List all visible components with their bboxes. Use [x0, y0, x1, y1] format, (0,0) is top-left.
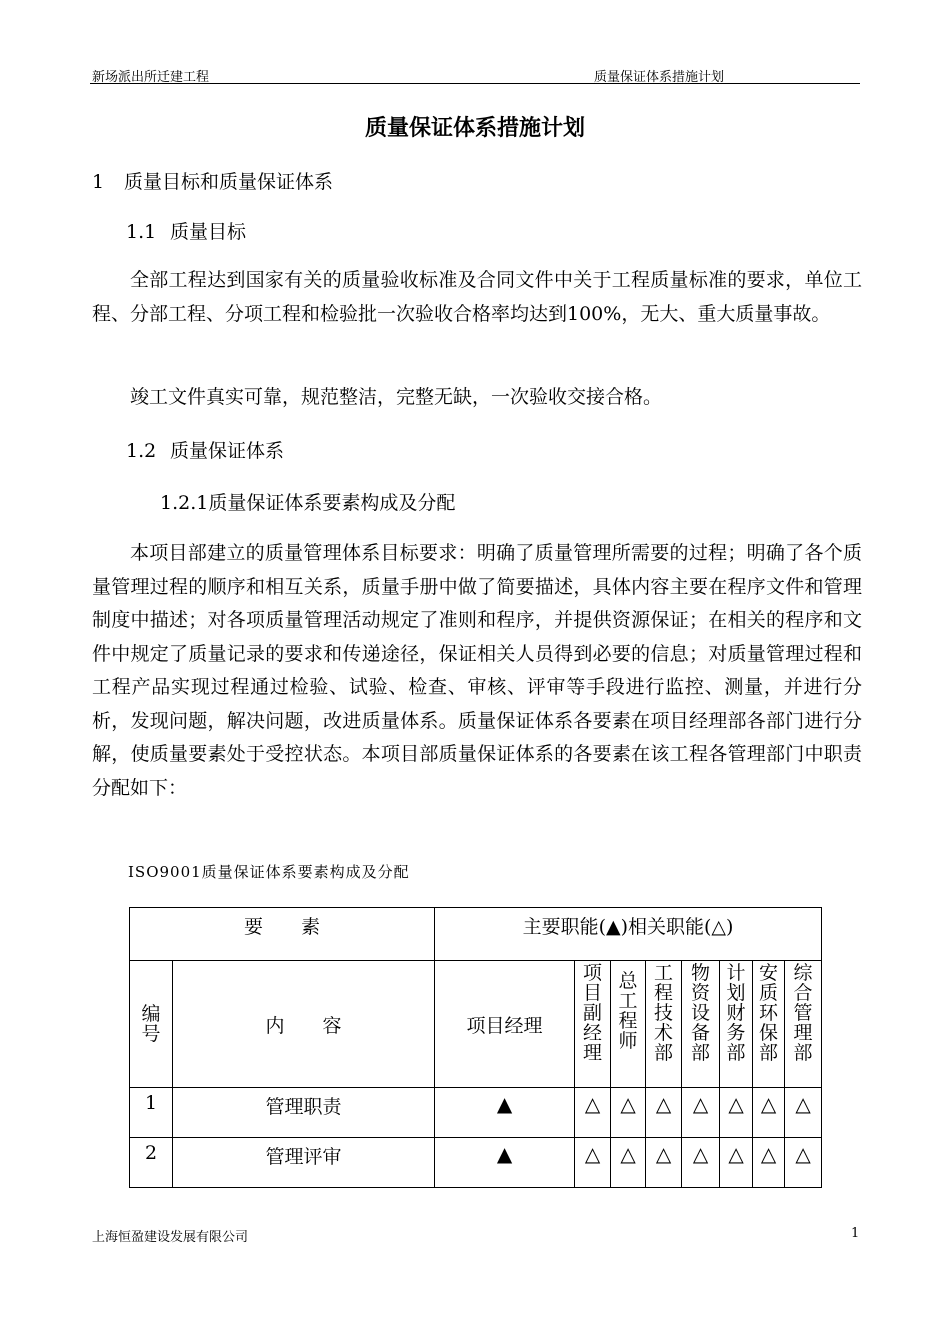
row-pm-mark: ▲ — [435, 1138, 575, 1188]
header-doc-title: 质量保证体系措施计划 — [594, 70, 725, 85]
section-1-1-number: 1.1 — [126, 221, 157, 243]
col-header-project-manager: 项目经理 — [435, 961, 575, 1088]
row-number: 2 — [130, 1138, 173, 1188]
row-dept-mark: △ — [753, 1088, 785, 1138]
col-header-safety-dept: 安质环保部 — [753, 961, 785, 1088]
paragraph-quality-goal: 全部工程达到国家有关的质量验收标准及合同文件中关于工程质量标准的要求，单位工程、分部工程、分项工程和检验批一次验收合格率均达到100%，无大、重大质量事故。 — [92, 269, 862, 325]
row-content: 管理职责 — [173, 1088, 435, 1138]
section-1-2-number: 1.2 — [126, 440, 157, 462]
row-dept-mark: △ — [646, 1088, 682, 1138]
col-header-engineering-dept: 工程技术部 — [646, 961, 682, 1088]
header-project-name: 新场派出所迁建工程 — [92, 70, 210, 85]
col-header-deputy-manager: 项目副经理 — [575, 961, 611, 1088]
paragraph-completion-docs: 竣工文件真实可靠，规范整洁，完整无缺，一次验收交接合格。 — [130, 386, 663, 408]
row-dept-mark: △ — [720, 1138, 753, 1188]
col-header-materials-dept: 物资设备部 — [682, 961, 720, 1088]
row-dept-mark: △ — [682, 1088, 720, 1138]
row-dept-mark: △ — [611, 1088, 646, 1138]
table-row — [130, 1138, 822, 1188]
section-1-2-text: 质量保证体系 — [170, 440, 285, 462]
col-header-admin-dept: 综合管理部 — [785, 961, 822, 1088]
table-caption: ISO9001质量保证体系要素构成及分配 — [128, 863, 410, 881]
row-dept-mark: △ — [611, 1138, 646, 1188]
element-allocation-table — [129, 907, 822, 1188]
row-dept-mark: △ — [575, 1088, 611, 1138]
group-header-elements: 要 素 — [130, 908, 435, 961]
row-dept-mark: △ — [682, 1138, 720, 1188]
section-1-2-heading — [126, 436, 284, 463]
col-header-finance-dept: 计划财务部 — [720, 961, 753, 1088]
col-header-content: 内 容 — [173, 961, 435, 1088]
section-1-number: 1 — [92, 171, 105, 193]
row-dept-mark: △ — [646, 1138, 682, 1188]
row-pm-mark: ▲ — [435, 1088, 575, 1138]
col-header-number — [130, 961, 173, 1088]
row-dept-mark: △ — [720, 1088, 753, 1138]
section-1-heading — [92, 167, 333, 194]
paragraph-quality-system: 本项目部建立的质量管理体系目标要求：明确了质量管理所需要的过程；明确了各个质量管理过程的顺序和相互关系，质量手册中做了简要描述，具体内容主要在程序文件和管理制度中描述；对各项质量管理活动规定了准则和程序，并提供资源保证；在相关的程序和文件中规定了质量记录的要求和传递途径，保证相关人员得到必要的信息；对质量管理过程和工程产品实现过程通过检验、试验、检查、审核、评审等手段进行监控、测量，并进行分析，发现问题，解决问题，改进质量体系。质量保证体系各要素在项目经理部各部门进行分解，使质量要素处于受控状态。本项目部质量保证体系的各要素在该工程各管理部门中职责分配如下： — [92, 542, 862, 799]
header-divider — [90, 83, 860, 84]
footer-company: 上海恒盈建设发展有限公司 — [92, 1230, 249, 1245]
row-dept-mark: △ — [785, 1138, 822, 1188]
col-header-number-text: 编号 — [141, 1003, 161, 1045]
page-title: 质量保证体系措施计划 — [364, 115, 585, 141]
section-1-1-text: 质量目标 — [170, 221, 247, 243]
footer-page-number: 1 — [851, 1226, 860, 1241]
row-dept-mark: △ — [575, 1138, 611, 1188]
section-1-text: 质量目标和质量保证体系 — [124, 171, 334, 193]
row-content: 管理评审 — [173, 1138, 435, 1188]
section-1-1-heading — [126, 217, 246, 244]
row-dept-mark: △ — [753, 1138, 785, 1188]
row-number: 1 — [130, 1088, 173, 1138]
section-1-2-1-heading: 1.2.1质量保证体系要素构成及分配 — [160, 492, 456, 514]
table-row — [130, 1088, 822, 1138]
row-dept-mark: △ — [785, 1088, 822, 1138]
col-header-chief-engineer: 总工程师 — [611, 961, 646, 1088]
group-header-functions: 主要职能(▲)相关职能(△) — [435, 908, 822, 961]
